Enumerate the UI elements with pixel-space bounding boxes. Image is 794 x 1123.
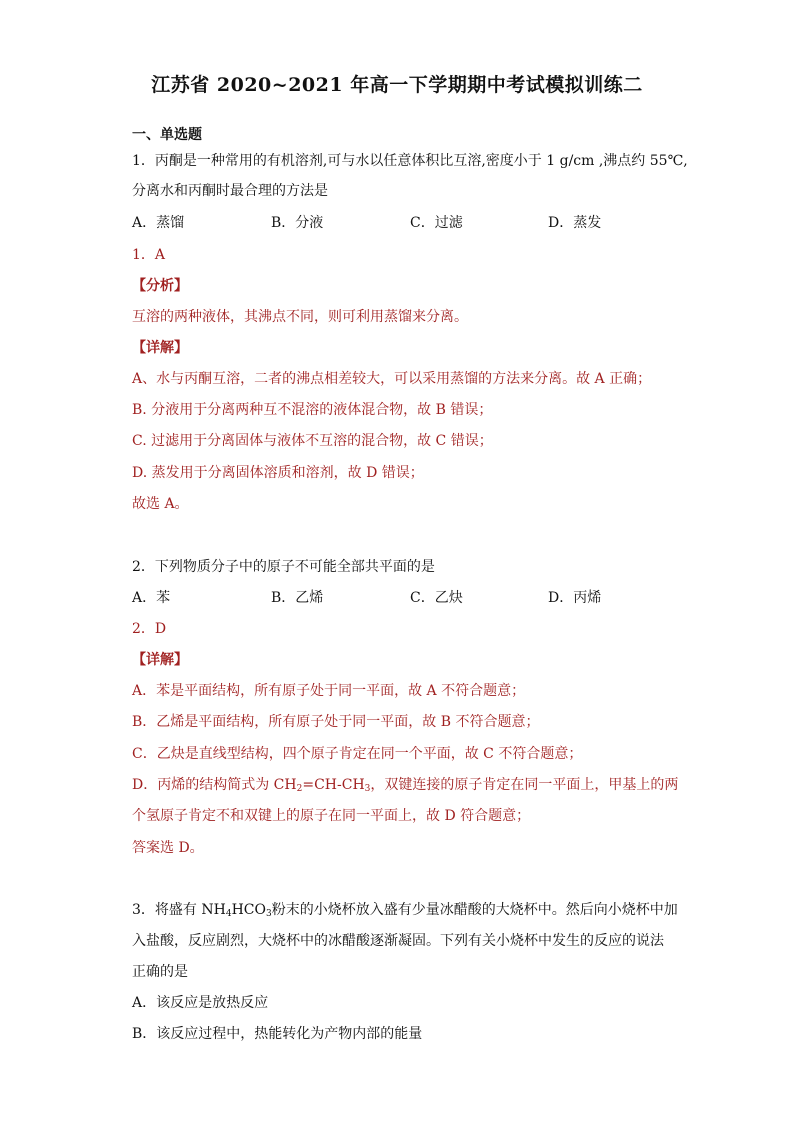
- q1-detail-line: D. 蒸发用于分离固体溶质和溶剂，故 D 错误；: [132, 465, 424, 481]
- q1-option-d: D．蒸发: [548, 215, 602, 231]
- q2-detail-d-pre: D．丙烯的结构简式为 CH: [132, 777, 297, 793]
- q2-detail-d-mid: =CH-CH: [302, 777, 365, 793]
- q1-stem-line2: 分离水和丙酮时最合理的方法是: [132, 183, 328, 199]
- q2-option-d: D．丙烯: [548, 590, 602, 606]
- q3-stem-post: 粉末的小烧杯放入盛有少量冰醋酸的大烧杯中。然后向小烧杯中加: [271, 902, 678, 918]
- q3-stem-sub2: 3: [265, 909, 272, 919]
- q2-detail-d-sub2: 3: [364, 784, 371, 794]
- q2-detail-line: B．乙烯是平面结构，所有原子处于同一平面，故 B 不符合题意；: [132, 714, 540, 730]
- q3-stem-line1: [132, 899, 678, 919]
- q2-detail-tag: 【详解】: [132, 652, 188, 668]
- q1-stem-line1: 1．丙酮是一种常用的有机溶剂,可与水以任意体积比互溶,密度小于 1 g/cm ,沸点约 55℃,: [132, 153, 688, 169]
- q3-stem-line3: 正确的是: [132, 964, 188, 980]
- q2-conclusion: 答案选 D。: [132, 840, 204, 856]
- q3-option-a: A．该反应是放热反应: [132, 995, 269, 1011]
- q1-option-c: C．过滤: [410, 215, 463, 231]
- q1-option-a: A．蒸馏: [132, 215, 185, 231]
- q2-option-a: A．苯: [132, 590, 171, 606]
- section-title: 一、单选题: [132, 127, 202, 143]
- q2-detail-line-d2: 个氢原子肯定不和双键上的原子在同一平面上，故 D 符合题意；: [132, 808, 531, 824]
- q1-detail-tag: 【详解】: [132, 340, 188, 356]
- q2-option-c: C．乙炔: [410, 590, 463, 606]
- q1-option-b: B．分液: [271, 215, 324, 231]
- q1-detail-line: C. 过滤用于分离固体与液体不互溶的混合物，故 C 错误；: [132, 433, 493, 449]
- q2-detail-d-sub1: 2: [296, 784, 303, 794]
- q3-stem-sub1: 4: [225, 909, 232, 919]
- document-title: 江苏省 2020~2021 年高一下学期期中考试模拟训练二: [151, 74, 643, 96]
- q1-detail-line: B. 分液用于分离两种互不混溶的液体混合物，故 B 错误；: [132, 402, 493, 418]
- q3-option-b: B．该反应过程中，热能转化为产物内部的能量: [132, 1026, 423, 1042]
- q2-answer: 2．D: [132, 621, 167, 637]
- q3-stem-line2: 入盐酸，反应剧烈，大烧杯中的冰醋酸逐渐凝固。下列有关小烧杯中发生的反应的说法: [132, 933, 664, 949]
- q1-answer: 1．A: [132, 247, 166, 263]
- q2-option-b: B．乙烯: [271, 590, 324, 606]
- q3-stem-pre: 3．将盛有 NH: [132, 902, 226, 918]
- q1-analysis-text: 互溶的两种液体，其沸点不同，则可利用蒸馏来分离。: [132, 309, 468, 325]
- q1-analysis-tag: 【分析】: [132, 278, 188, 294]
- q2-stem: 2．下列物质分子中的原子不可能全部共平面的是: [132, 559, 435, 575]
- q2-detail-line: C．乙炔是直线型结构，四个原子肯定在同一个平面，故 C 不符合题意；: [132, 746, 583, 762]
- q2-detail-line-d: [132, 774, 678, 794]
- q2-detail-d-post: ，双键连接的原子肯定在同一平面上，甲基上的两: [370, 777, 679, 793]
- q2-detail-line: A．苯是平面结构，所有原子处于同一平面，故 A 不符合题意；: [132, 683, 526, 699]
- q1-detail-line: A、水与丙酮互溶，二者的沸点相差较大，可以采用蒸馏的方法来分离。故 A 正确；: [132, 371, 652, 387]
- q1-conclusion: 故选 A。: [132, 496, 189, 512]
- q3-stem-mid: HCO: [231, 902, 266, 918]
